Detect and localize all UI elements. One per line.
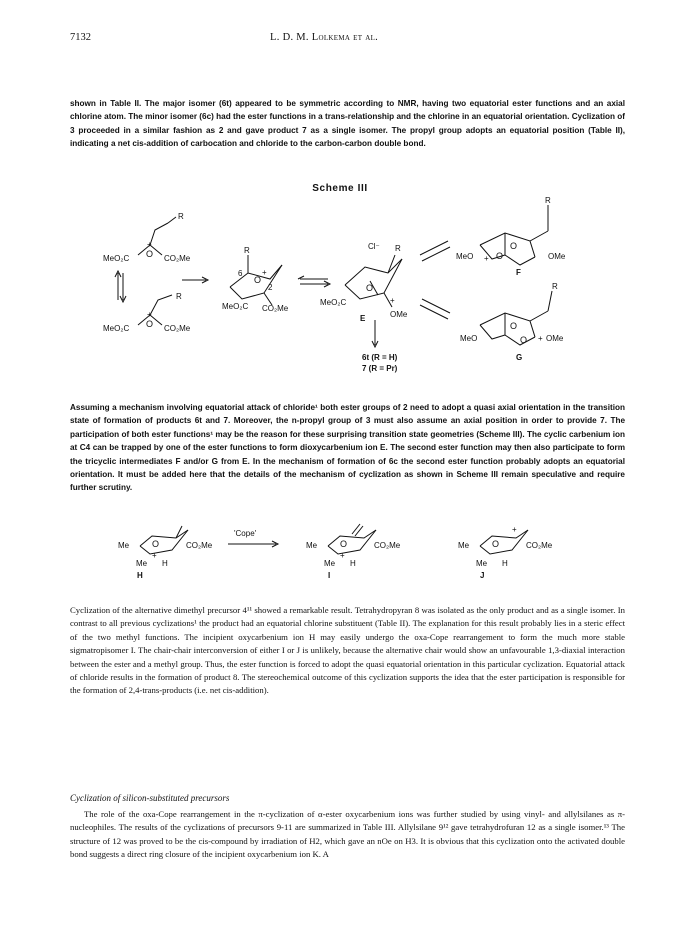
label-plus-h: + xyxy=(152,551,157,560)
label-plus-chair: + xyxy=(262,268,267,277)
label-me2-h: Me xyxy=(136,559,148,568)
paragraph-2: Assuming a mechanism involving equatorial attack of chloride¹ both ester groups of 2 need to adopt a quasi axial orientation in the transition state of formation of products 6t and 7. Moreover, the n-propyl group of 3 must also assume an axial position in order to provide 7. The participation of both ester functions¹ may be the reason for these surprising transition state geometries (Scheme III). The cyclic carbenium ion at C4 can be trapped by one of the ester functions to form dioxycarbenium ion E. The second ester function may then also participate to form the tricyclic intermediates F and/or G from E. In the mechanism of formation of 6c the second ester function probably adopts an equatorial orientation. It must be added here that the details of the mechanism of cyclization as shown in Scheme III remain speculative and require further scrutiny. xyxy=(70,403,625,493)
label-o-f1: O xyxy=(510,241,518,251)
label-7: 7 (R = Pr) xyxy=(362,364,398,373)
label-h: H xyxy=(137,571,143,580)
label-r-g: R xyxy=(552,282,558,291)
scheme-hij-svg xyxy=(0,520,680,582)
label-hatom-i: H xyxy=(350,559,356,568)
label-plus-top: + xyxy=(147,240,152,249)
label-meo-f: MeO xyxy=(456,252,474,261)
label-o-e: O xyxy=(366,283,374,293)
label-ome-g: OMe xyxy=(546,334,564,343)
label-r-f: R xyxy=(545,196,551,205)
label-plus-j: + xyxy=(512,525,517,534)
scheme-iii-figure xyxy=(0,195,680,395)
label-o-bottom: O xyxy=(146,319,154,329)
label-co2me-i: CO₂Me xyxy=(374,541,401,550)
label-hatom-j: H xyxy=(502,559,508,568)
label-j: J xyxy=(480,571,485,580)
label-cl: Cl⁻ xyxy=(368,242,380,251)
label-meo-g: MeO xyxy=(460,334,478,343)
label-r-chair: R xyxy=(244,246,250,255)
label-o-top: O xyxy=(146,249,154,259)
label-o-g1: O xyxy=(510,321,518,331)
label-me-j: Me xyxy=(458,541,470,550)
label-ome-f: OMe xyxy=(548,252,566,261)
label-o-g2: O xyxy=(520,335,528,345)
label-6t: 6t (R = H) xyxy=(362,353,398,362)
label-f: F xyxy=(516,268,521,277)
label-g: G xyxy=(516,353,523,362)
label-co2me-j: CO₂Me xyxy=(526,541,553,550)
paragraph-3: Cyclization of the alternative dimethyl precursor 4¹¹ showed a remarkable result. Tetrahydropyran 8 was isolated as the only product and as a single isomer. In contrast to all previous cyclizations¹ the product had an equatorial chlorine substituent (Table II). The explanation for this result probably lies in a steric effect of the two methyl functions. The incipient oxycarbenium ion H may easily undergo the oxa-Cope rearrangement to form the much more stable sigmatropisomer I. The chair-chair interconversion of either I or J is unlikely, because the alternative chair would show an unfavourable 1,3-diaxial interaction between the ester and a methyl group. Thus, the ester function is forced to adopt the quasi equatorial orientation in this particular cyclization. Equatorial attack of chloride results in the formation of product 8. The stereochemical outcome of this cyclization supports the idea that the ester participation is responsible for the formation of 2,4-trans-products (i.e. net cis-addition). xyxy=(70,605,625,696)
section-heading: Cyclization of silicon-substituted precursors xyxy=(70,793,230,803)
running-header-authors: L. D. M. Lolkema et al. xyxy=(270,32,379,43)
label-plus-f: + xyxy=(484,254,489,263)
label-hatom-h: H xyxy=(162,559,168,568)
label-r-e: R xyxy=(395,244,401,253)
label-meo2c-e: MeO₂C xyxy=(320,298,347,307)
label-o-f2: O xyxy=(496,251,504,261)
label-plus-bottom: + xyxy=(147,310,152,319)
page-number: 7132 xyxy=(70,32,91,43)
label-o-j: O xyxy=(492,539,500,549)
paragraph-4: The role of the oxa-Cope rearrangement in the π-cyclization of α-ester oxycarbenium ions was further studied by using vinyl- and allylsilanes as π-nucleophiles. The results of the cyclizations of precursors 9-11 are summarized in Table III. Allylsilane 9¹² gave tetrahydrofuran 12 as a single isomer.¹³ The structure of 12 was proved to be the cis-compound by irradiation of H2, which gave an nOe on H3. It is obvious that this cyclization onto the activated double bond suggests a direct ring closure of the incipient oxycarbenium ion K. A xyxy=(70,809,625,860)
label-co2me-chair: CO₂Me xyxy=(262,304,289,313)
label-plus-e: + xyxy=(390,296,395,305)
scheme-iii-svg xyxy=(0,195,680,395)
label-r-top: R xyxy=(178,212,184,221)
label-co2me-top: CO₂Me xyxy=(164,254,191,263)
label-r-bottom: R xyxy=(176,292,182,301)
label-me-h: Me xyxy=(118,541,130,550)
label-meo2c-top: MeO₂C xyxy=(103,254,130,263)
label-i: I xyxy=(328,571,331,580)
paragraph-1: shown in Table II. The major isomer (6t) appeared to be symmetric according to NMR, having two equatorial ester functions and an axial chlorine atom. The minor isomer (6c) had the ester functions in a trans-relationship and the chlorine in an equatorial orientation. Cyclization of 3 proceeded in a similar fashion as 2 and gave product 7 as a single isomer. The propyl group adopts an equatorial position (Table II), indicating a net cis-addition of carbocation and chloride to the carbon-carbon double bond. xyxy=(70,99,625,149)
label-meo2c-chair: MeO₂C xyxy=(222,302,249,311)
label-ome-e: OMe xyxy=(390,310,408,319)
label-num2: 2 xyxy=(268,283,273,292)
label-me-i: Me xyxy=(306,541,318,550)
label-co2me-bottom: CO₂Me xyxy=(164,324,191,333)
label-me2-j: Me xyxy=(476,559,488,568)
label-cope: 'Cope' xyxy=(234,529,257,538)
label-num6: 6 xyxy=(238,269,243,278)
label-me2-i: Me xyxy=(324,559,336,568)
label-o-chair: O xyxy=(254,275,262,285)
scheme-hij-figure xyxy=(0,520,680,582)
label-plus-g: + xyxy=(538,334,543,343)
label-co2me-h: CO₂Me xyxy=(186,541,213,550)
label-plus-i: + xyxy=(340,551,345,560)
label-e: E xyxy=(360,314,366,323)
label-o-h: O xyxy=(152,539,160,549)
label-meo2c-bottom: MeO₂C xyxy=(103,324,130,333)
scheme-title: Scheme III xyxy=(312,183,368,194)
label-o-i: O xyxy=(340,539,348,549)
